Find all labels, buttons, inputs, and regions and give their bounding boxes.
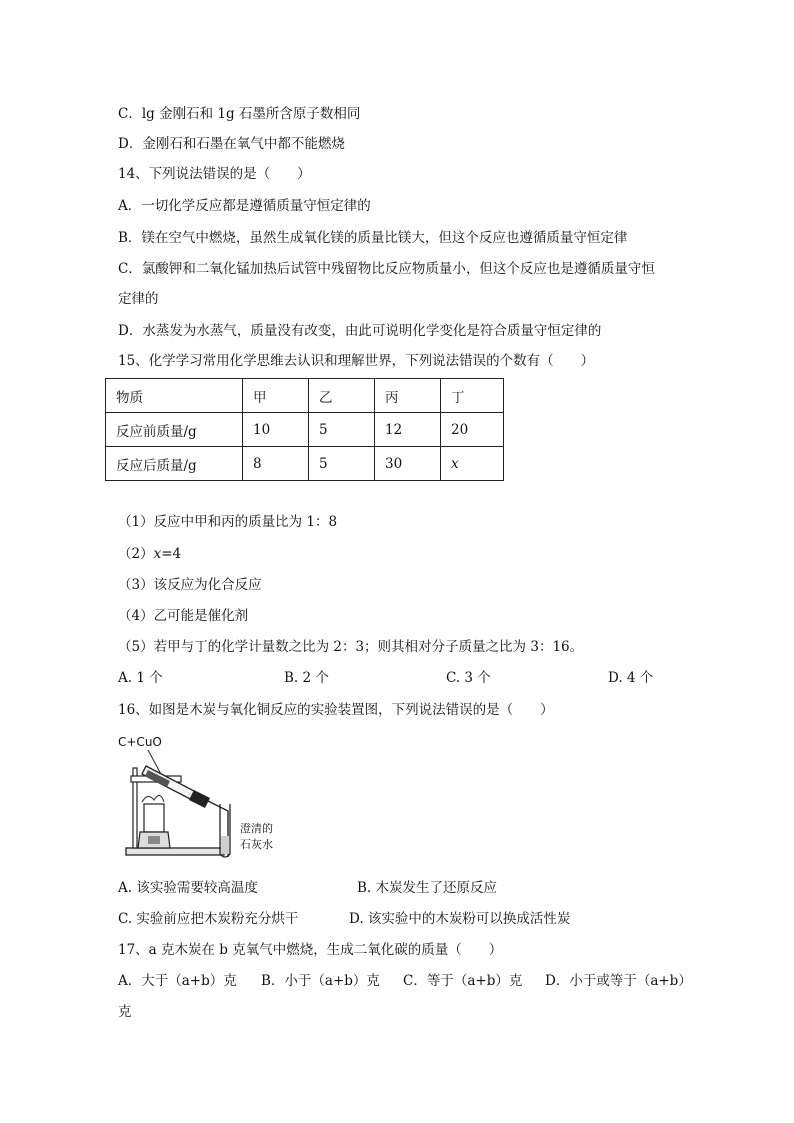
table-cell: 物质: [106, 379, 243, 413]
table-cell: 乙: [309, 379, 375, 413]
q14-option-c: C．氯酸钾和二氧化锰加热后试管中残留物比反应物质量小，但这个反应也是遵循质量守恒: [118, 261, 655, 277]
beaker-label-line2: 石灰水: [240, 838, 273, 851]
table-cell: 反应后质量/g: [106, 447, 243, 481]
table-cell: 30: [375, 447, 441, 481]
q13-option-d: D．金刚石和石墨在氧气中都不能燃烧: [118, 136, 345, 152]
beaker-label-line1: 澄清的: [240, 822, 273, 835]
statement-2-variable: x: [153, 546, 162, 562]
q16-stem: 16、如图是木炭与氧化铜反应的实验装置图，下列说法错误的是（ ）: [118, 702, 554, 718]
table-cell: 5: [309, 413, 375, 447]
table-cell: 12: [375, 413, 441, 447]
q17-option-d: D．小于或等于（a+b）: [545, 973, 692, 989]
table-cell: 5: [309, 447, 375, 481]
q17-option-b: B．小于（a+b）克: [261, 973, 380, 989]
q16-option-b: B. 木炭发生了还原反应: [357, 880, 498, 896]
table-cell: 丙: [375, 379, 441, 413]
q14-stem: 14、下列说法错误的是（ ）: [118, 166, 311, 182]
statement-2-rest: =4: [161, 546, 182, 562]
table-row: [106, 447, 504, 481]
q15-option-d: D. 4 个: [608, 670, 654, 686]
apparatus-figure: [118, 732, 318, 862]
table-cell: 8: [243, 447, 309, 481]
mass-table: [105, 378, 504, 481]
q15-stem: 15、化学学习常用化学思维去认识和理解世界，下列说法错误的个数有（ ）: [118, 353, 595, 369]
q17-option-c: C．等于（a+b）克: [403, 973, 523, 989]
q15-option-c: C. 3 个: [446, 670, 491, 686]
q16-option-d: D. 该实验中的木炭粉可以换成活性炭: [349, 911, 571, 927]
q17-stem: 17、a 克木炭在 b 克氧气中燃烧，生成二氧化碳的质量（ ）: [118, 942, 503, 958]
q14-option-c-wrap: 定律的: [118, 291, 159, 307]
statement-4: （4）乙可能是催化剂: [118, 608, 249, 624]
q16-option-a: A. 该实验需要较高温度: [118, 880, 258, 896]
table-cell: x: [441, 447, 504, 481]
q13-option-c: C．lg 金刚石和 1g 石墨所含原子数相同: [118, 106, 361, 122]
statement-2: [118, 545, 181, 563]
test-tube: [142, 766, 210, 808]
q14-option-b: B．镁在空气中燃烧，虽然生成氧化镁的质量比镁大，但这个反应也遵循质量守恒定律: [118, 230, 628, 246]
q17-option-d-wrap: 克: [118, 1004, 132, 1020]
statement-2-prefix: （2）: [118, 546, 154, 562]
table-cell: 10: [243, 413, 309, 447]
q14-option-d: D．水蒸发为水蒸气，质量没有改变，由此可说明化学变化是符合质量守恒定律的: [118, 323, 602, 339]
q16-option-c: C. 实验前应把木炭粉充分烘干: [118, 911, 299, 927]
alcohol-lamp: [138, 795, 170, 848]
q15-option-b: B. 2 个: [284, 670, 329, 686]
table-cell: 丁: [441, 379, 504, 413]
table-cell: 20: [441, 413, 504, 447]
q15-option-a: A. 1 个: [118, 670, 163, 686]
q17-option-a: A．大于（a+b）克: [118, 973, 237, 989]
table-row: [106, 413, 504, 447]
tube-label: C+CuO: [118, 735, 162, 749]
statement-1: （1）反应中甲和丙的质量比为 1：8: [118, 514, 338, 530]
table-cell: 反应前质量/g: [106, 413, 243, 447]
table-cell: 甲: [243, 379, 309, 413]
table-header-row: [106, 379, 504, 413]
statement-5: （5）若甲与丁的化学计量数之比为 2：3；则其相对分子质量之比为 3：16。: [118, 639, 584, 655]
q14-option-a: A．一切化学反应都是遵循质量守恒定律的: [118, 198, 371, 214]
statement-3: （3）该反应为化合反应: [118, 577, 262, 593]
